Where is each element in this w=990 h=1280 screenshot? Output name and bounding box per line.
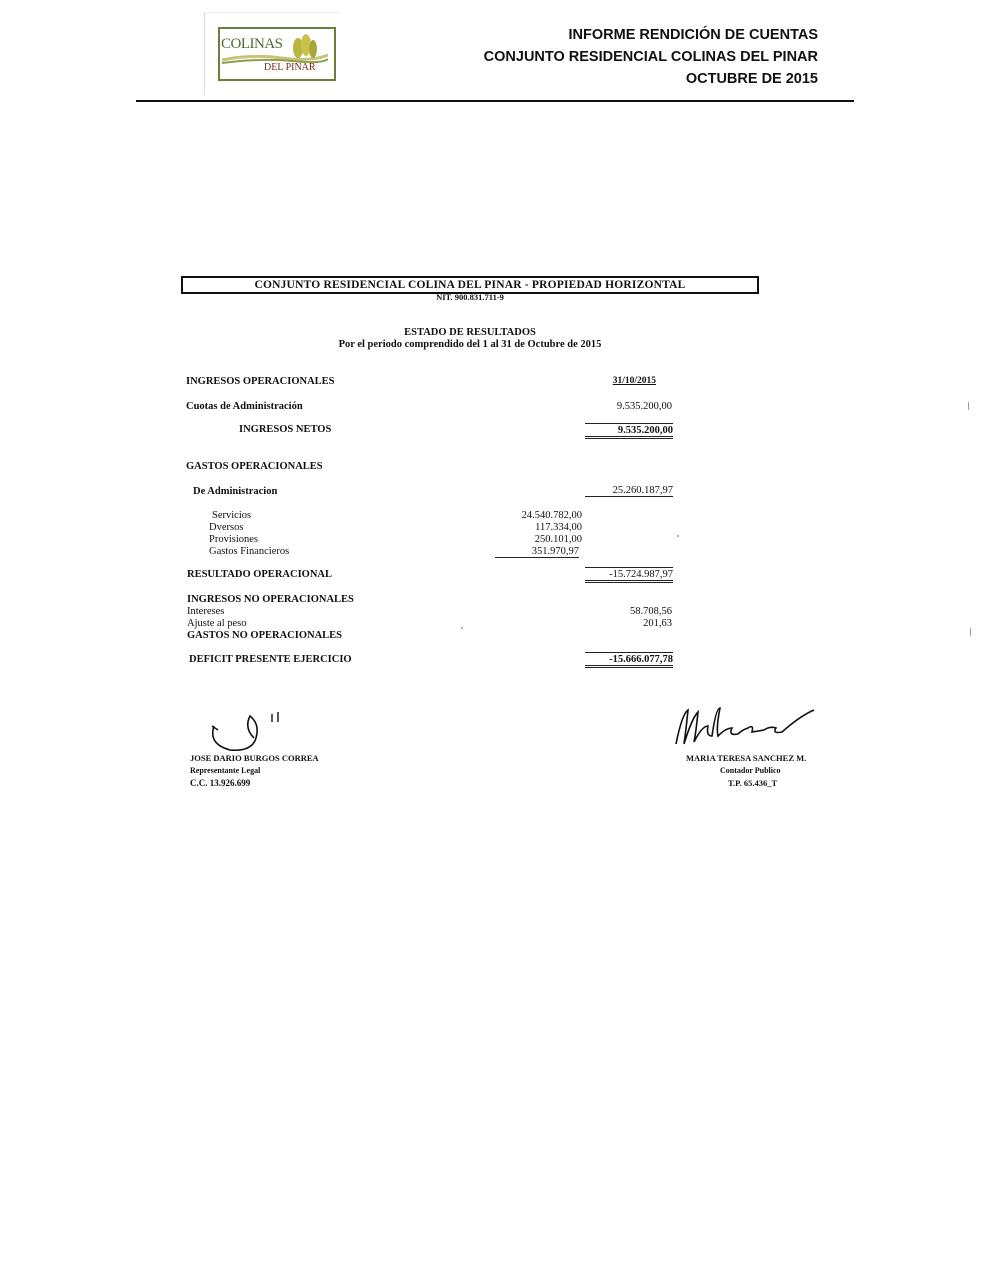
section-gastos-operacionales: GASTOS OPERACIONALES bbox=[186, 461, 323, 472]
row-value: 201,63 bbox=[643, 618, 672, 629]
resultado-operacional-label: RESULTADO OPERACIONAL bbox=[187, 569, 332, 580]
deficit-value: -15.666.077,78 bbox=[585, 652, 673, 668]
scan-artifact bbox=[970, 628, 971, 636]
row-label: Cuotas de Administración bbox=[186, 401, 303, 412]
total-value: 9.535.200,00 bbox=[585, 423, 673, 439]
subtotal-value: 25.260.187,97 bbox=[585, 485, 673, 497]
signer-left-name: JOSE DARIO BURGOS CORREA bbox=[190, 753, 319, 763]
signer-left-role: Representante Legal bbox=[190, 766, 261, 775]
expense-value: 117.334,00 bbox=[535, 522, 582, 533]
tree-icon bbox=[288, 34, 318, 60]
row-label: Intereses bbox=[187, 606, 225, 617]
report-title-line-1: INFORME RENDICIÓN DE CUENTAS bbox=[568, 27, 818, 43]
row-value: 9.535.200,00 bbox=[616, 401, 672, 412]
subsection-label: De Administracion bbox=[193, 486, 278, 497]
signer-right-id: T.P. 65.436_T bbox=[728, 778, 778, 788]
section-gastos-no-operacionales: GASTOS NO OPERACIONALES bbox=[187, 630, 343, 641]
row-value: 58.708,56 bbox=[630, 606, 672, 617]
resultado-operacional-value: -15.724.987,97 bbox=[585, 567, 673, 583]
expense-value: 351.970,97 bbox=[495, 546, 579, 558]
total-label: INGRESOS NETOS bbox=[239, 424, 332, 435]
column-date: 31/10/2015 bbox=[612, 376, 656, 386]
expense-label: Dversos bbox=[209, 522, 244, 533]
scan-artifact bbox=[461, 627, 463, 629]
statement-period: Por el periodo comprendido del 1 al 31 de Octubre de 2015 bbox=[338, 339, 602, 350]
expense-value: 250.101,00 bbox=[534, 534, 582, 545]
signature-right-icon bbox=[672, 704, 822, 752]
section-ingresos-no-operacionales: INGRESOS NO OPERACIONALES bbox=[187, 594, 354, 605]
scan-artifact bbox=[677, 535, 679, 537]
logo-text-del-pinar: DEL PINAR bbox=[264, 62, 316, 73]
expense-label: Provisiones bbox=[209, 534, 259, 545]
report-title-line-2: CONJUNTO RESIDENCIAL COLINAS DEL PINAR bbox=[483, 49, 818, 65]
signature-left-icon bbox=[200, 708, 290, 756]
signer-right-role: Contador Publico bbox=[720, 766, 781, 775]
deficit-label: DEFICIT PRESENTE EJERCICIO bbox=[189, 654, 352, 665]
expense-label: Gastos Financieros bbox=[209, 546, 290, 557]
expense-value: 24.540.782,00 bbox=[521, 510, 582, 521]
signer-right-name: MARIA TERESA SANCHEZ M. bbox=[686, 753, 807, 763]
scan-artifact bbox=[968, 402, 969, 410]
logo-text-colinas: COLINAS bbox=[221, 36, 283, 52]
entity-title: CONJUNTO RESIDENCIAL COLINA DEL PINAR - PROPIEDAD HORIZONTAL bbox=[181, 276, 759, 294]
report-title-line-3: OCTUBRE DE 2015 bbox=[685, 71, 818, 87]
row-label: Ajuste al peso bbox=[187, 618, 247, 629]
section-ingresos-operacionales: INGRESOS OPERACIONALES bbox=[186, 376, 335, 387]
expense-label: Servicios bbox=[212, 510, 252, 521]
header-divider bbox=[136, 100, 854, 102]
nit: NIT. 900.831.711-9 bbox=[436, 292, 504, 302]
signer-left-id: C.C. 13.926.699 bbox=[190, 778, 251, 788]
statement-title: ESTADO DE RESULTADOS bbox=[404, 327, 536, 338]
